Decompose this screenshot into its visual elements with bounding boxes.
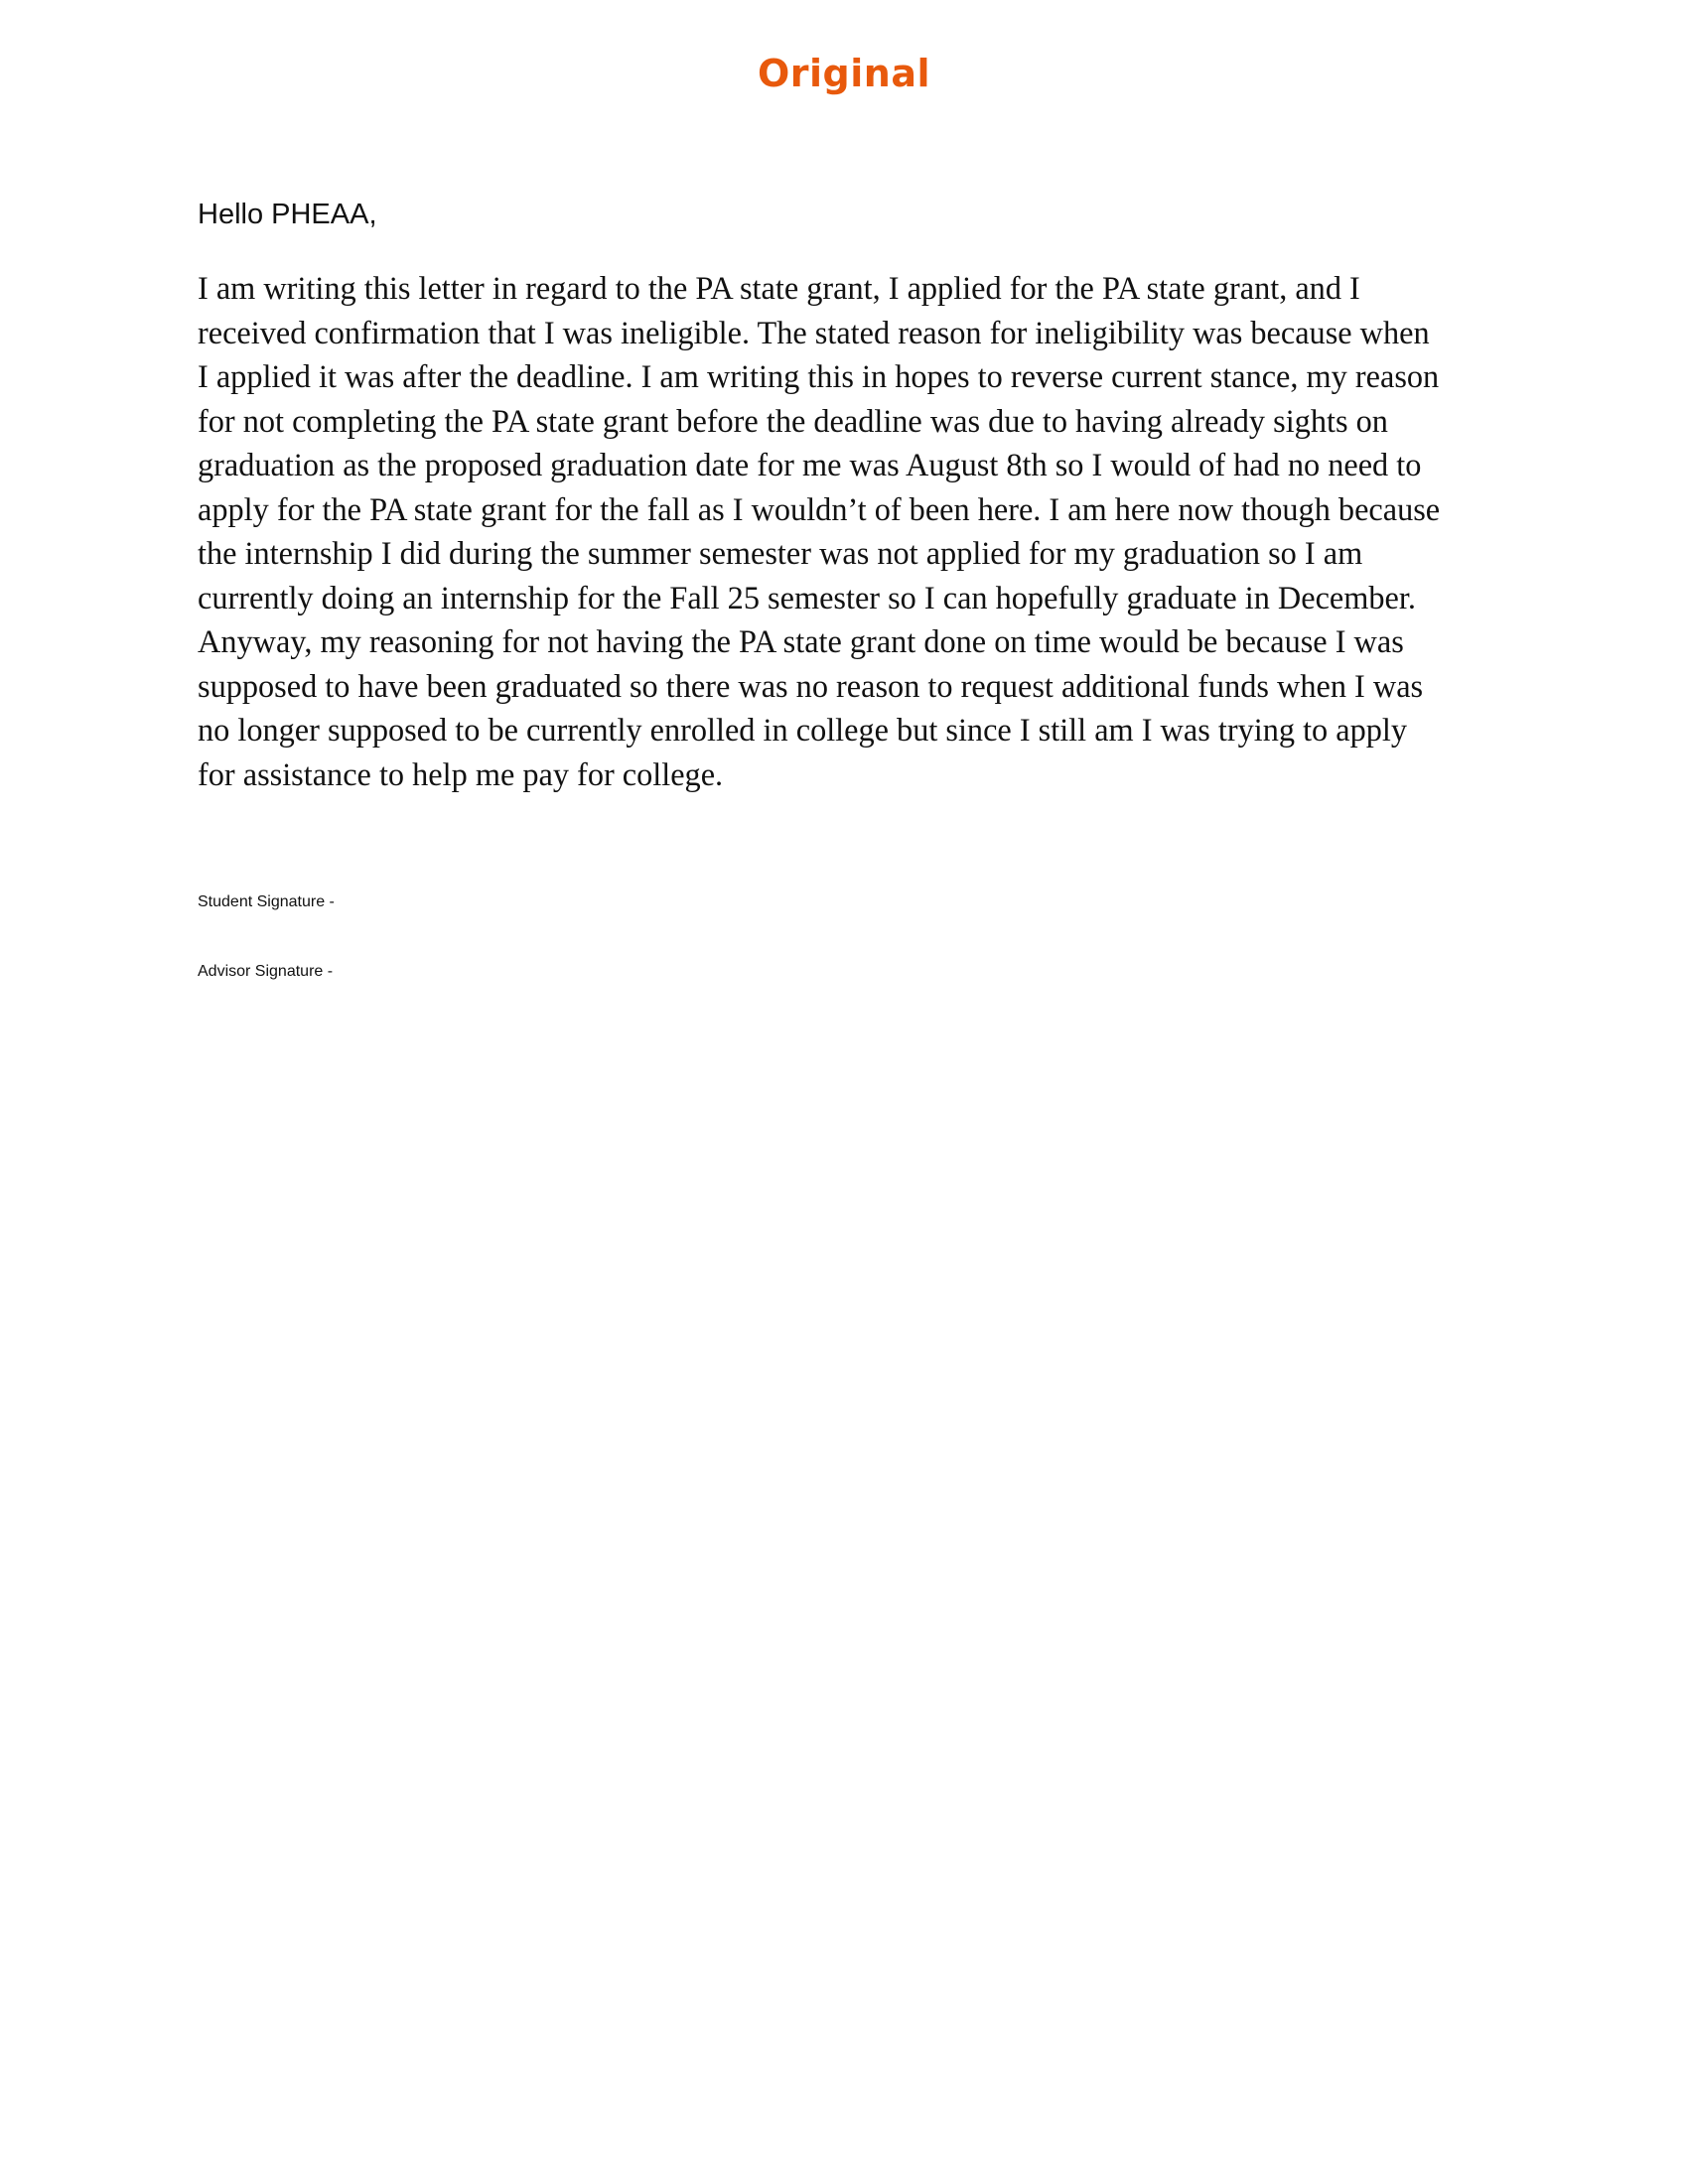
letter-body [198,266,1518,796]
body-line: currently doing an internship for the Fall 25 semester so I can hopefully graduate in December. [198,579,1416,615]
body-line: for assistance to help me pay for college. [198,755,724,792]
body-line: I am writing this letter in regard to the PA state grant, I applied for the PA state grant, and I [198,270,1360,306]
body-line: apply for the PA state grant for the fall as I wouldn’t of been here. I am here now though because [198,490,1441,527]
student-signature-label: Student Signature - [198,893,335,910]
body-line: no longer supposed to be currently enrolled in college but since I still am I was trying to apply [198,712,1408,748]
body-line: I applied it was after the deadline. I am writing this in hopes to reverse current stance, my reason [198,358,1440,394]
body-line: Anyway, my reasoning for not having the PA state grant done on time would be because I was [198,623,1404,659]
advisor-signature-label: Advisor Signature - [198,963,334,980]
body-line: received confirmation that I was ineligible. The stated reason for ineligibility was because when [198,314,1430,350]
body-line: supposed to have been graduated so there was no reason to request additional funds when I was [198,667,1424,704]
letter-greeting: Hello PHEAA, [198,199,377,230]
body-line: for not completing the PA state grant before the deadline was due to having already sights on [198,402,1388,439]
document-title: Original [757,52,931,95]
body-line: the internship I did during the summer semester was not applied for my graduation so I am [198,535,1363,571]
body-line: graduation as the proposed graduation date for me was August 8th so I would of had no need to [198,447,1422,482]
